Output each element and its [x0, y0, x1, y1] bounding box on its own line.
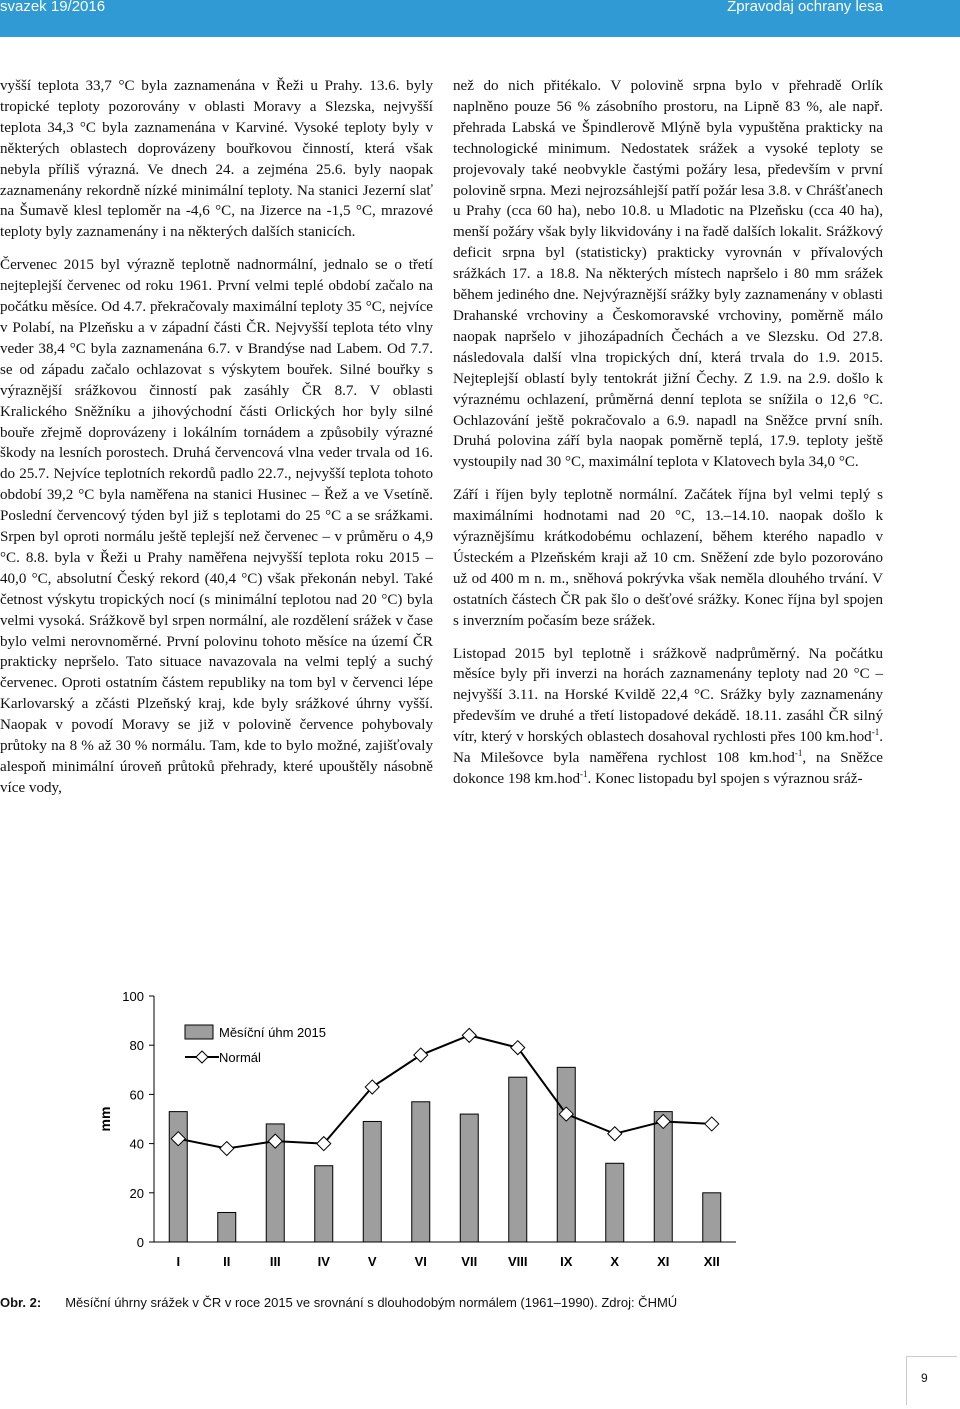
journal-volume: svazek 19/2016 [0, 0, 106, 15]
paragraph: Listopad 2015 byl teplotně i srážkově nadprůměrný. Na počátku měsíce byly při inverzi na horách zaznamenány teploty nad 20 °C – nejvyšší 3.11. na Horské Kvildě 22,4 °C. Srážky byly zaznamenány především ve druhé a třetí listopadové dekádě. 18.11. zasáhl ČR silný vítr, který v horských oblastech dosahoval rychlosti přes 100 km.hod$^{-1}$. Na Milešovce byla naměřena rychlost 108 km.hod$^{-1}$, na Sněžce dokonce 198 km.hod$^{-1}$. Konec listopadu byl spojen s výraznou sráž- [453, 645, 883, 787]
paragraph: vyšší teplota 33,7 °C byla zaznamenána v Řeži u Prahy. 13.6. byly tropické teploty pozorovány v oblasti Moravy a Slezska, nejvyšší teplota 34,3 °C byla zaznamenána v Karviné. Vysoké teploty byly v některých oblastech doprovázeny bouřkovou činností, která však nebyla příliš výrazná. Ve dnech 24. a zejména 25.6. byly naopak zaznamenány rekordně nízké minimální teploty. Na stanici Jezerní slať na Šumavě klesl teploměr na -4,6 °C, na Jizerce na -1,5 °C, mrazové teploty byly zaznamenány i na některých dalších stanicích. [0, 78, 433, 241]
x-tick-label: VI [414, 1254, 427, 1269]
caption-text: Měsíční úhrny srážek v ČR v roce 2015 ve srovnání s dlouhodobým normálem (1961–1990). Zdroj: ČHMÚ [65, 1295, 678, 1310]
legend-label: Normál [219, 1050, 261, 1065]
legend-swatch-bars [185, 1025, 213, 1039]
x-tick-label: I [176, 1254, 181, 1269]
x-tick-label: VIII [507, 1254, 528, 1269]
page-number-box [906, 1356, 957, 1405]
x-tick-label: XI [657, 1254, 670, 1269]
bar [460, 1114, 478, 1242]
legend-label: Měsíční úhm 2015 [219, 1025, 326, 1040]
x-tick-label: IV [317, 1254, 330, 1269]
legend-marker [196, 1051, 208, 1063]
bar [654, 1112, 672, 1242]
bar [703, 1193, 721, 1242]
precipitation-chart [0, 970, 960, 1280]
page-header [0, 0, 960, 37]
x-tick-label: X [610, 1254, 620, 1269]
bar [412, 1102, 430, 1242]
caption-label: Obr. 2: [0, 1295, 42, 1310]
x-tick-label: V [367, 1254, 377, 1269]
x-tick-label: III [269, 1254, 281, 1269]
y-tick-label: 0 [136, 1235, 144, 1250]
point-marker [511, 1041, 525, 1055]
paragraph: Září i říjen byly teplotně normální. Začátek října byl velmi teplý s maximálními hodnotami nad 20 °C, 13.–14.10. naopak došlo k výraznějšímu krátkodobému ochlazení, během kterého napadlo v Ústeckém a Plzeňském kraji až 10 cm. Sněžení zde bylo pozorováno už od 400 m n. m., sněhová pokrývka však neměla dlouhého trvání. V ostatních částech ČR pak šlo o dešťové srážky. Konec října byl spojen s inverzním počasím beze srážek. [453, 487, 883, 629]
bar [557, 1067, 575, 1242]
bar [509, 1077, 527, 1242]
y-tick-label: 40 [129, 1136, 144, 1152]
bar [315, 1166, 333, 1242]
y-tick-label: 80 [129, 1038, 144, 1054]
right-text-column [453, 76, 883, 802]
point-marker [462, 1028, 476, 1042]
y-tick-label: 20 [129, 1185, 144, 1201]
x-tick-label: II [223, 1254, 231, 1269]
x-tick-label: IX [560, 1254, 573, 1269]
x-tick-label: XII [703, 1254, 720, 1269]
left-text-column [0, 76, 433, 811]
journal-title: Zpravodaj ochrany lesa [727, 0, 883, 15]
paragraph: Červenec 2015 byl výrazně teplotně nadnormální, jednalo se o třetí nejteplejší červenec od roku 1961. První velmi teplé období začalo na počátku měsíce. Od 4.7. překračovaly maximální teploty 35 °C, nejvíce v Polabí, na Plzeňsku a v západní části ČR. Nejvyšší teplota této vlny veder 38,4 °C byla zaznamenána 6.7. v Brandýse nad Labem. Od 7.7. se od západu začalo ochlazovat s výskytem bouřek. Silné bouřky s výraznější srážkovou činností pak zasáhly ČR 8.7. V oblasti Kralického Sněžníku a jihovýchodní části Orlických hor byly silné bouře zřejmě doprovázeny i lokálním tornádem a způsobily výrazné škody na lesních porostech. Druhá červencová vlna veder trvala od 16. do 25.7. Nejvíce teplotních rekordů padlo 22.7., nejvyšší teplota tohoto období 39,2 °C byla naměřena na stanici Husinec – Řež a ve Vsetíně. Poslední červencový týden byl již s teplotami do 25 °C a se srážkami. Srpen byl oproti normálu ještě teplejší než červenec – v průměru o 4,9 °C. 8.8. byla v Řeži u Prahy naměřena nejvyšší teplota roku 2015 – 40,0 °C, absolutní Český rekord (40,4 °C) však překonán nebyl. Také četnost výskytu tropických nocí (s minimální teplotou nad 20 °C) byla velmi vysoká. Srážkově byl srpen normální, ale rozdělení srážek v čase bylo velmi nerovnoměrné. První polovinu tohoto měsíce na území ČR prakticky nepršelo. Tato situace navazovala na velmi teplý a suchý červenec. Oproti ostatním částem republiky na tom byl v červenci lépe Karlovarský a zčásti Plzeňský kraj, kde byly srážkové úhrny vyšší. Naopak v povodí Moravy se již v polovině července pohybovaly průtoky na 8 % až 30 % normálu. Tam, kde to bylo možné, zajišťovaly alespoň minimální úroveň průtoků přehrady, které upouštěly násobně více vody, [0, 257, 433, 796]
figure-caption [0, 1295, 677, 1310]
paragraph: než do nich přitékalo. V polovině srpna bylo v přehradě Orlík naplněno pouze 56 % zásobního prostoru, na Lipně 83 %, ale např. přehrada Labská ve Špindlerově Mlýně byla vypuštěna prakticky na technologické minimum. Nedostatek srážek a vysoké teploty se projevovaly také neobvykle častými požáry lesa, především v první polovině srpna. Mezi nejrozsáhlejší patří požár lesa 3.8. v Chrášťanech u Prahy (cca 60 ha), nebo 10.8. u Mladotic na Plzeňsku (cca 40 ha), menší požáry však byly likvidovány i na řadě dalších lokalit. Srážkový deficit srpna byl (statisticky) prakticky vyrovnán v přívalových srážkách 17. a 18.8. Na některých místech napršelo i 80 mm srážek během jediného dne. Nejvýraznější srážky byly zaznamenány v oblasti Drahanské vrchoviny a Českomoravské vrchoviny, poměrně málo naopak napršelo v jihozápadních Čechách a ve Slezsku. Od 27.8. následovala další vlna tropických dní, která trvala do 1.9. 2015. Nejteplejší oblastí byly tentokrát jižní Čechy. Z 1.9. na 2.9. došlo k výraznému ochlazení, průměrná denní teplota se snížila o 12,6 °C. Ochlazování ještě pokračovalo a 6.9. napadl na Sněžce první sníh. Druhá polovina září byla naopak poměrně teplá, 17.9. teploty ještě vystoupily nad 30 °C, maximální teplota v Klatovech byla 34,0 °C. [453, 78, 883, 471]
point-marker [220, 1142, 234, 1156]
point-marker [608, 1127, 622, 1141]
bar [606, 1163, 624, 1242]
bar [363, 1121, 381, 1242]
page-number: 9 [921, 1371, 928, 1385]
x-tick-label: VII [461, 1254, 478, 1269]
point-marker [414, 1048, 428, 1062]
y-tick-label: 100 [122, 989, 144, 1004]
y-tick-label: 60 [129, 1087, 144, 1103]
bar [218, 1212, 236, 1242]
point-marker [705, 1117, 719, 1131]
y-axis-label: mm [97, 1106, 113, 1132]
